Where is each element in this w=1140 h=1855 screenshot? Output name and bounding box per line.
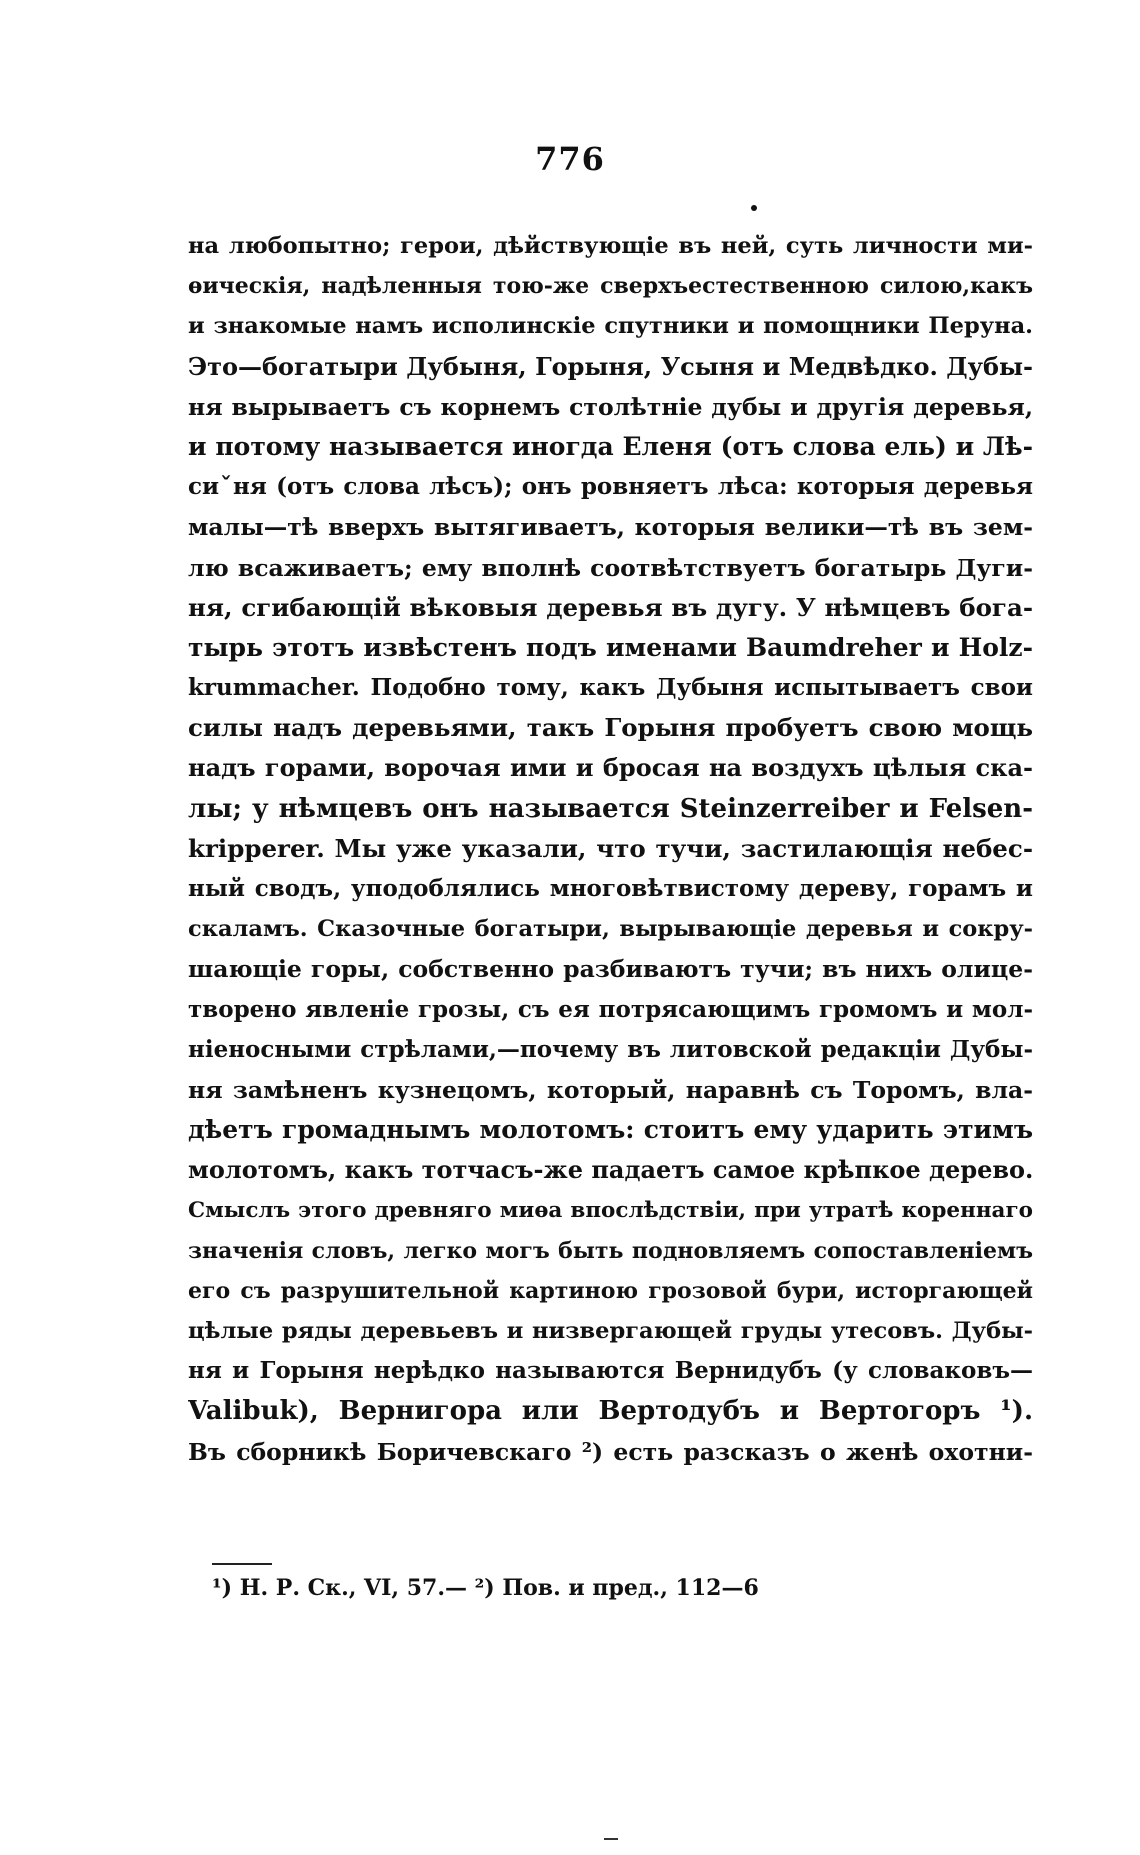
text-line: значенія словъ, легко могъ быть подновляемъ сопоставленіемъ — [188, 1237, 1033, 1264]
text-line: его съ разрушительной картиною грозовой бури, исторгающей — [188, 1277, 1033, 1304]
text-line: и потому называется иногда Еленя (отъ слова ель) и Лѣ- — [188, 431, 1033, 461]
text-line: ня и Горыня нерѣдко называются Вернидубъ (у словаковъ— — [188, 1357, 1033, 1385]
footnote: ¹) Н. Р. Ск., VI, 57.— ²) Пов. и пред., 112—6 — [212, 1575, 759, 1601]
text-line: малы—тѣ вверхъ вытягиваетъ, которыя велики—тѣ въ зем- — [188, 513, 1033, 542]
text-line: Valibuk), Вернигора или Вертодубъ и Вертогоръ ¹). — [188, 1396, 1033, 1427]
page-number: 776 — [535, 140, 605, 178]
print-dot-mark — [751, 205, 757, 211]
text-line: ня, сгибающій вѣковыя деревья въ дугу. У нѣмцевъ бога- — [188, 592, 1033, 622]
text-line: лю всаживаетъ; ему вполнѣ соотвѣтствуетъ богатырь Дуги- — [188, 553, 1033, 582]
text-line: шающіе горы, собственно разбиваютъ тучи; въ нихъ олице- — [188, 955, 1033, 984]
footnote-divider — [212, 1563, 272, 1565]
text-line: силы надъ деревьями, такъ Горыня пробуетъ свою мощь — [188, 713, 1033, 743]
text-line: Это—богатыри Дубыня, Горыня, Усыня и Медвѣдко. Дубы- — [188, 351, 1033, 381]
text-line: лы; у нѣмцевъ онъ называется Steinzerreiber и Felsen- — [188, 793, 1033, 824]
text-line: творено явленіе грозы, съ ея потрясающимъ громомъ и мол- — [188, 995, 1033, 1023]
text-line: krummacher. Подобно тому, какъ Дубыня испытываетъ свои — [188, 674, 1033, 702]
text-line: дѣетъ громаднымъ молотомъ: стоитъ ему ударить этимъ — [188, 1115, 1033, 1145]
body-text — [188, 226, 1033, 1472]
text-line: ѳическія, надѣленныя тою-же сверхъестественною силою,какъ — [188, 273, 1033, 300]
text-line: kripperer. Мы уже указали, что тучи, застилающія небес- — [188, 833, 1033, 863]
text-line: Смыслъ этого древняго миѳа впослѣдствіи, при утратѣ кореннаго — [188, 1197, 1033, 1223]
text-line: ный сводъ, уподоблялись многовѣтвистому дереву, горамъ и — [188, 875, 1033, 902]
text-line: молотомъ, какъ тотчасъ-же падаетъ самое крѣпкое дерево. — [188, 1155, 1033, 1185]
text-line: тырь этотъ извѣстенъ подъ именами Baumdreher и Holz- — [188, 632, 1033, 662]
text-line: цѣлые ряды деревьевъ и низвергающей груды утесовъ. Дубы- — [188, 1318, 1033, 1345]
text-line: скаламъ. Сказочные богатыри, вырывающіе деревья и сокру- — [188, 916, 1033, 943]
text-line: ня замѣненъ кузнецомъ, который, наравнѣ съ Торомъ, вла- — [188, 1075, 1033, 1104]
text-line: ніеносными стрѣлами,—почему въ литовской редакціи Дубы- — [188, 1035, 1033, 1063]
text-line: надъ горами, ворочая ими и бросая на воздухъ цѣлыя ска- — [188, 753, 1033, 783]
text-line: Въ сборникѣ Боричевскаго ²) есть разсказъ о женѣ охотни- — [188, 1437, 1033, 1466]
text-line: ня вырываетъ съ корнемъ столѣтніе дубы и другія деревья, — [188, 392, 1033, 421]
text-line: на любопытно; герои, дѣйствующіе въ ней, суть личности ми- — [188, 233, 1033, 259]
print-bottom-mark — [604, 1838, 618, 1840]
text-line: и знакомые намъ исполинскіе спутники и помощники Перуна. — [188, 313, 1033, 340]
text-line: сиˇня (отъ слова лѣсъ); онъ ровняетъ лѣса: которыя деревья — [188, 473, 1033, 501]
